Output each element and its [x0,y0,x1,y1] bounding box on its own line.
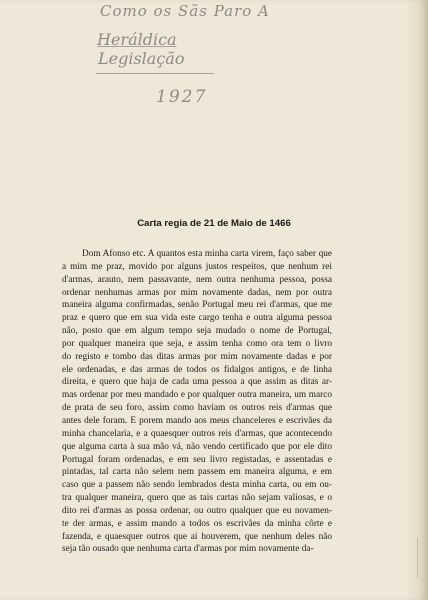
body-line: pintadas, tal carta não selem nem passem em maneira alguma, e em [62,467,332,478]
body-line: mas ordenar por meu mandado e por qualquer outra maneira, um marco [62,390,332,401]
handwritten-year: 1927 [156,87,208,107]
body-line: fazenda, e quaesquer outros que aí houverem, que nenhum deles não [62,531,332,542]
body-line: Dom Afonso etc. A quantos esta minha carta virem, faço saber que [82,249,332,259]
body-line: direita, e quero que haja de cada uma pessoa a que assim as ditas ar- [62,377,332,388]
body-line: não, posto que em algum tempo seja mudado o nome de Portugal, [62,326,332,337]
handwritten-note-line-1: Como os Sãs Paro A [100,2,270,20]
document-body [62,248,332,556]
page-edge-shadow [406,0,428,600]
body-line: ele ordenadas, e das armas de todos os fidalgos antigos, e de linha [62,364,332,375]
body-line: do registo e tombo das ditas armas por mim novamente dadas e por [62,351,332,362]
body-line: dito rei d'armas as possa ordenar, ou outro qualquer que eu novamen- [62,505,332,516]
handwritten-note-line-2: Heráldica [97,30,177,49]
body-line: que alguma carta à sua mão vá, não vendo certificado que por ele dito [62,441,332,452]
body-line: d'armas, arauto, nem passavante, nem outra nenhuma pessoa, possa [62,274,332,285]
body-line: maneira alguma confirmadas, senão Portugal meu rei d'armas, que me [62,300,332,311]
handwritten-underline [96,73,214,74]
body-line: a mim me praz, movido por alguns justos respeitos, que nenhum rei [62,261,332,272]
body-line: Portugal foram ordenadas, e em seu livro registadas, e assentadas e [62,454,332,465]
body-line: praz e quero que em sua vida este cargo tenha e outra alguma pessoa [62,313,332,324]
body-line: minha chancelaria, e a quaesquer outros reis d'armas, que acontecendo [62,428,332,439]
handwritten-note-line-3: Legislação [98,49,185,68]
body-line: seja tão ousado que nenhuma carta d'armas por mim novamente da- [62,544,314,555]
page-corner-mark [403,538,418,578]
body-line: de prata de seu foro, assim como haviam os outros reis d'armas que [62,403,332,414]
body-line: tra qualquer maneira, quero que as tais cartas não sejam valiosas, e o [62,493,332,504]
body-line: caso que a passem não sendo lembrados desta minha carta, ou em ou- [62,480,332,491]
body-line: ordenar nenhumas armas por mim novamente dadas, nem por outra [62,287,332,298]
body-line: por qualquer maneira que seja, e assim tenha como ora tem o livro [62,338,332,349]
body-line: antes dele foram. E porem mando aos meus chanceleres e escrivães da [62,415,332,426]
body-line: te der armas, e assim mando a todos os escrivães da minha côrte e [62,518,332,529]
document-title: Carta regia de 21 de Maio de 1466 [137,218,291,229]
